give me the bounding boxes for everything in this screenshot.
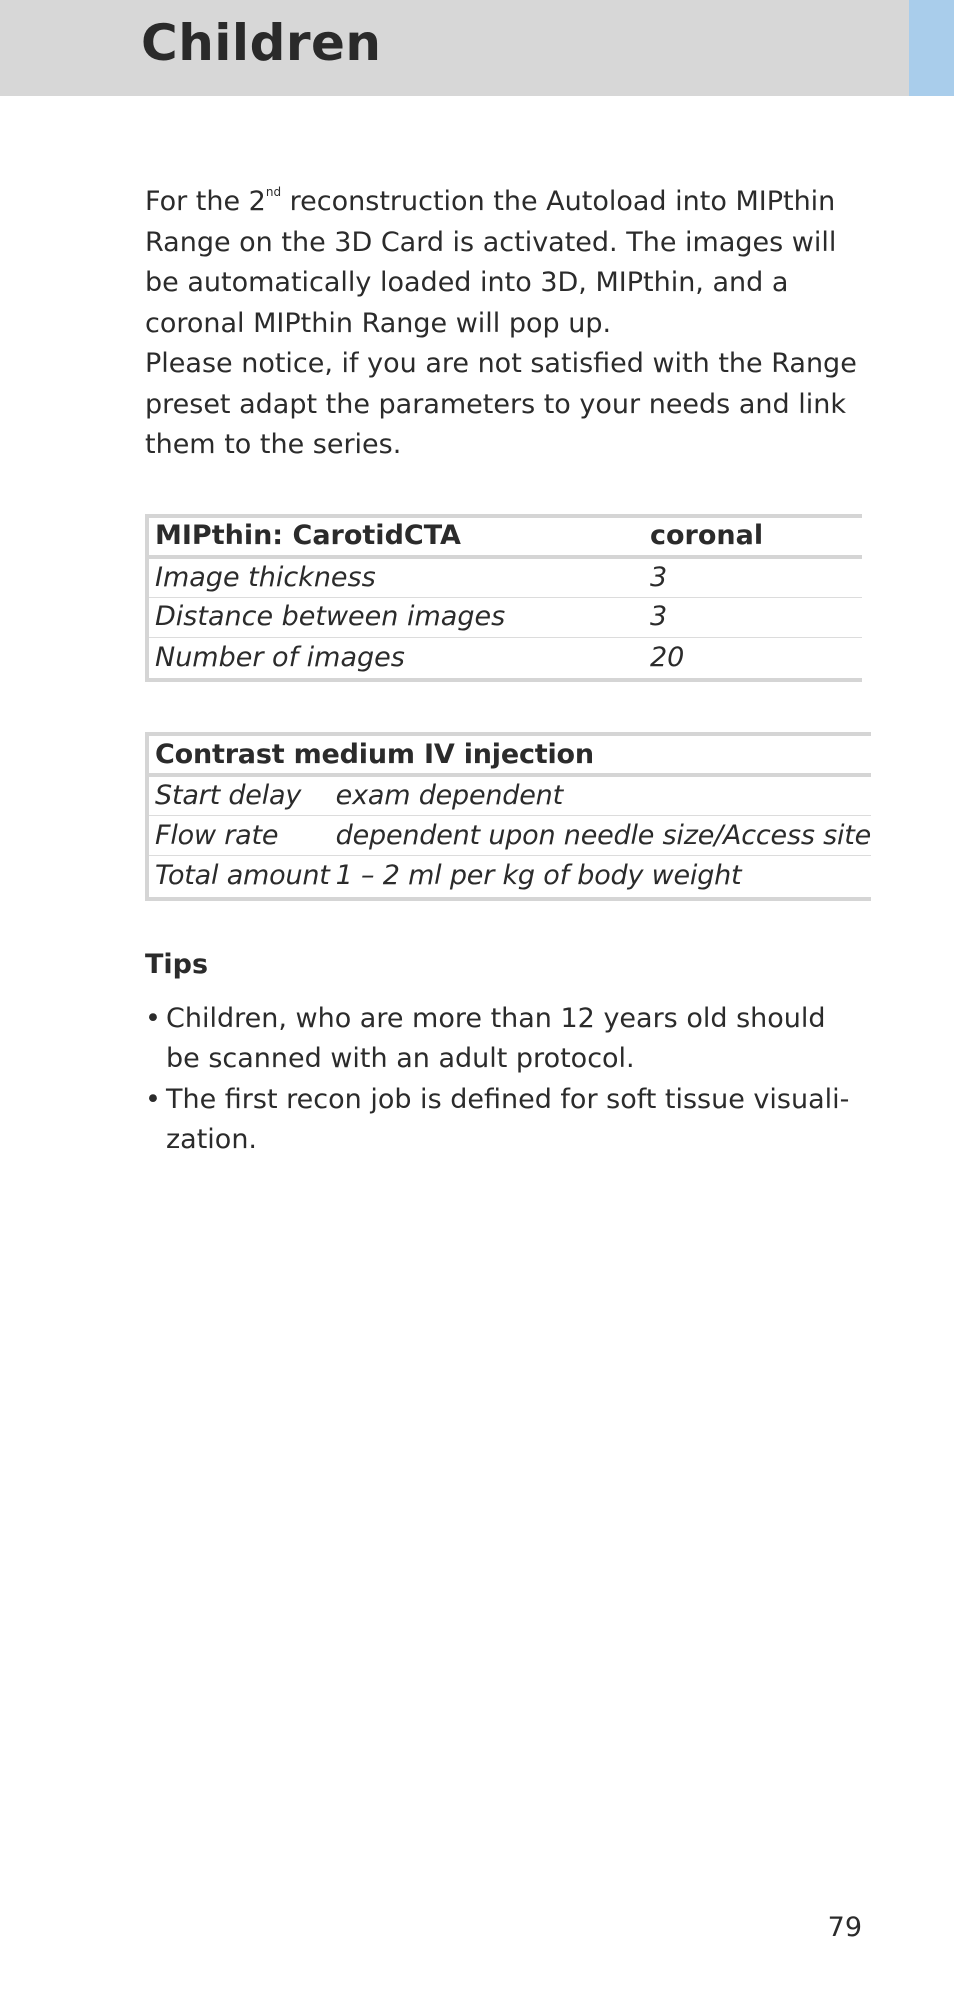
table-row xyxy=(147,816,871,856)
table-cell-value: 1 – 2 ml per kg of body weight xyxy=(330,856,871,899)
table-cell-value: 20 xyxy=(644,637,862,680)
table-cell-value: dependent upon needle size/Access site xyxy=(330,816,871,856)
contrast-table xyxy=(145,732,871,901)
table-header-row xyxy=(147,734,871,775)
table-cell-label: Start delay xyxy=(147,775,330,816)
intro-text-notice: Please notice, if you are not satisfied with the Range preset adapt the parameters to your needs and link them to the series. xyxy=(145,348,857,460)
tip-text: Children, who are more than 12 years old should be scanned with an adult protocol. xyxy=(166,1002,826,1074)
list-item xyxy=(145,999,862,1080)
table-cell-value: exam dependent xyxy=(330,775,871,816)
table-row xyxy=(147,775,871,816)
intro-superscript: nd xyxy=(265,185,282,199)
table-header-cell: coronal xyxy=(644,516,862,557)
intro-paragraph xyxy=(145,182,862,466)
mipthin-table xyxy=(145,514,862,683)
header-accent-tab xyxy=(909,0,954,96)
page-number: 79 xyxy=(827,1912,862,1943)
tips-list xyxy=(145,999,862,1161)
table-cell-label: Distance between images xyxy=(147,597,644,637)
table-cell-label: Number of images xyxy=(147,637,644,680)
intro-text-start: For the 2 xyxy=(145,186,266,217)
table-cell-label: Flow rate xyxy=(147,816,330,856)
page-content xyxy=(145,182,872,1161)
table-cell-label: Image thickness xyxy=(147,557,644,598)
bullet-icon: • xyxy=(145,1083,161,1115)
page-title: Children xyxy=(141,14,382,72)
table-row xyxy=(147,557,862,598)
table-row xyxy=(147,856,871,899)
table-cell-value: 3 xyxy=(644,597,862,637)
tips-heading: Tips xyxy=(145,948,209,980)
table-header-cell: Contrast medium IV injection xyxy=(147,734,871,775)
list-item xyxy=(145,1080,862,1161)
intro-text-middle: reconstruction the Autoload into MIPthin Range on the 3D Card is activated. The images will be automatically loaded into 3D, MIPthin, and a coronal MIPthin Range will pop up. xyxy=(145,186,837,339)
table-cell-label: Total amount xyxy=(147,856,330,899)
tip-text: The first recon job is defined for soft tissue visuali-zation. xyxy=(166,1083,850,1155)
table-header-row xyxy=(147,516,862,557)
table-row xyxy=(147,637,862,680)
table-cell-value: 3 xyxy=(644,557,862,598)
table-header-cell: MIPthin: CarotidCTA xyxy=(147,516,644,557)
bullet-icon: • xyxy=(145,1002,161,1034)
table-row xyxy=(147,597,862,637)
